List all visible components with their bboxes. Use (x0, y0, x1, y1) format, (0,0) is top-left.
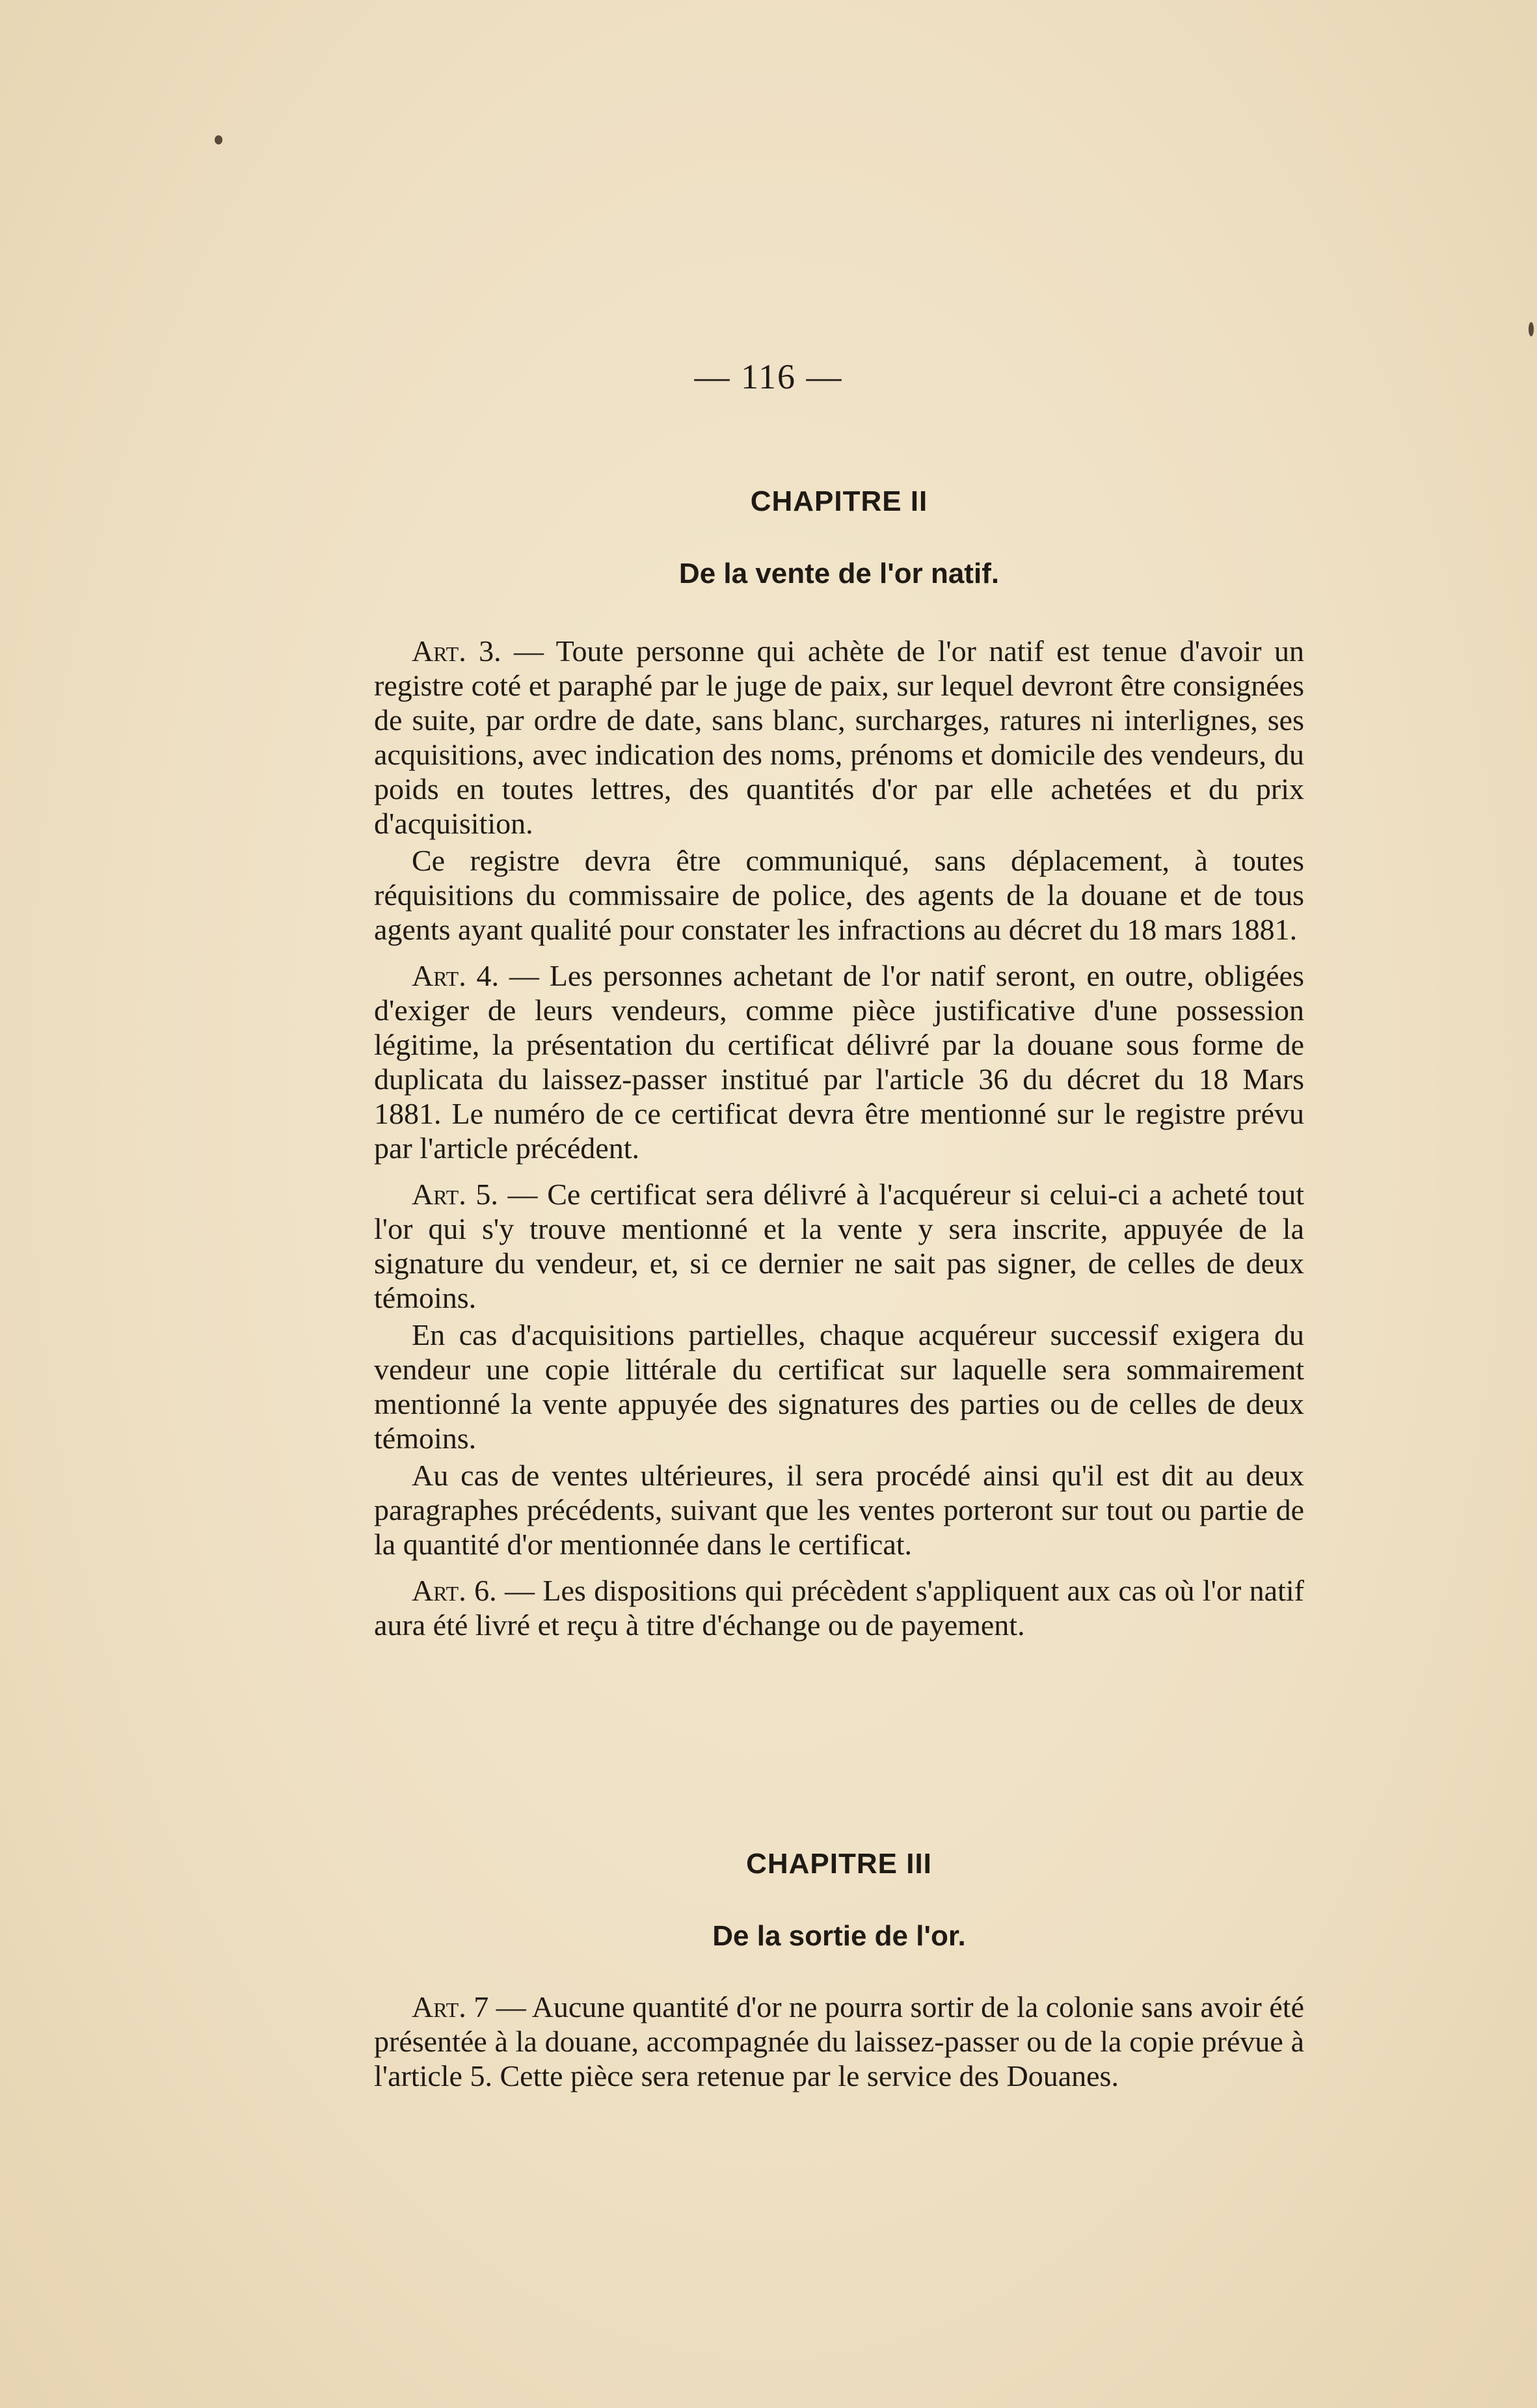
art-4-label: Art. 4. (412, 959, 500, 992)
art-4-paragraph-1 (374, 958, 1304, 1165)
art-6-label: Art. 6. (412, 1574, 497, 1607)
art-3-paragraph-1 (374, 634, 1304, 841)
chapter-2-subtitle: De la vente de l'or natif. (678, 558, 1000, 589)
art-5-text-1: — Ce certificat sera délivré à l'acquéreur si celui-ci a acheté tout l'or qui s'y trouve mentionné et la vente y sera inscrite, appuyée de la signature du vendeur, et, si ce dernier ne sait pas signer, de celles de deux témoins. (374, 1178, 1304, 1314)
paper-speck (215, 135, 222, 144)
art-3-text-1: — Toute personne qui achète de l'or natif est tenue d'avoir un registre coté et paraphé par le juge de paix, sur lequel devront être consignées de suite, par ordre de date, sans blanc, surcharges, ratures ni interlignes, ses acquisitions, avec indication des noms, prénoms et domicile des vendeurs, du poids en toutes lettres, des quantités d'or par elle achetées et du prix d'acquisition. (374, 634, 1304, 840)
art-6-paragraph-1 (374, 1573, 1304, 1642)
paragraph-spacer (374, 1168, 1304, 1177)
art-5-paragraph-2: En cas d'acquisitions partielles, chaque acquéreur successif exigera du vendeur une copie littérale du certificat sur laquelle sera sommairement mentionné la vente appuyée des signatures des parties ou de celles de deux témoins. (374, 1318, 1304, 1455)
paragraph-spacer (374, 1564, 1304, 1573)
art-4-text-1: — Les personnes achetant de l'or natif seront, en outre, obligées d'exiger de leurs vendeurs, comme pièce justificative d'une possession légitime, la présentation du certificat délivré par la douane sous forme de duplicata du laissez-passer institué par l'article 36 du décret du 18 Mars 1881. Le numéro de ce certificat devra être mentionné sur le registre prévu par l'article précédent. (374, 959, 1304, 1165)
art-7-text-1: — Aucune quantité d'or ne pourra sortir de la colonie sans avoir été présentée à la douane, accompagnée du laissez-passer ou de la copie prévue à l'article 5. Cette pièce sera retenue par le service des Douanes. (374, 1990, 1304, 2092)
art-5-label: Art. 5. (412, 1178, 498, 1211)
art-7-label: Art. 7 (412, 1990, 489, 2023)
art-3-label: Art. 3. (412, 634, 501, 668)
art-6-text-1: — Les dispositions qui précèdent s'appliquent aux cas où l'or natif aura été livré et reçu à titre d'échange ou de payement. (374, 1574, 1304, 1642)
art-5-paragraph-3: Au cas de ventes ultérieures, il sera procédé ainsi qu'il est dit au deux paragraphes précédents, suivant que les ventes porteront sur tout ou partie de la quantité d'or mentionnée dans le certificat. (374, 1459, 1304, 1561)
chapter-3-body (374, 1990, 1304, 2096)
chapter-3-subtitle: De la sortie de l'or. (712, 1920, 966, 1952)
art-7-paragraph-1 (374, 1990, 1304, 2093)
chapter-2-title: CHAPITRE II (750, 485, 928, 517)
paragraph-spacer (374, 949, 1304, 958)
chapter-3-title: CHAPITRE III (746, 1848, 932, 1880)
art-3-paragraph-2: Ce registre devra être communiqué, sans déplacement, à toutes réquisitions du commissaire de police, des agents de la douane et de tous agents ayant qualité pour constater les infractions au décret du 18 mars 1881. (374, 844, 1304, 946)
art-5-paragraph-1 (374, 1177, 1304, 1315)
page-number: — 116 — (694, 357, 843, 396)
paper-speck (1529, 322, 1534, 336)
chapter-2-body (374, 634, 1304, 1645)
